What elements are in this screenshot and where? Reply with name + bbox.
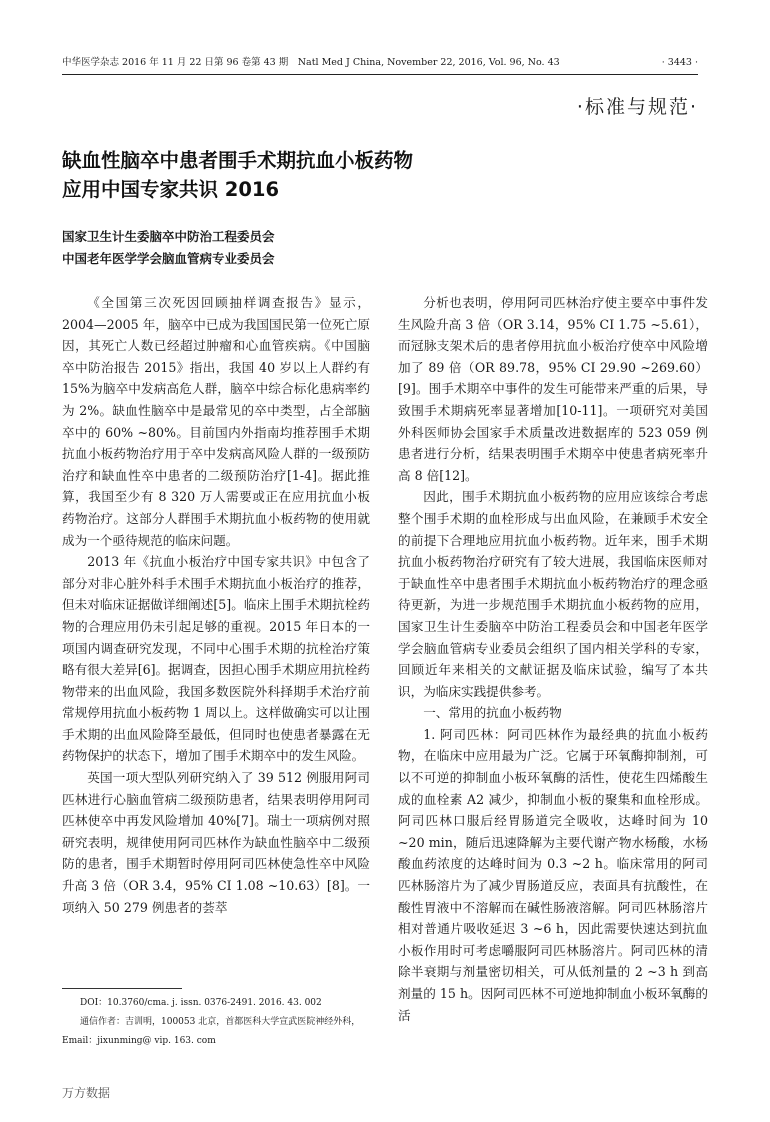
section-heading: 一、常用的抗血小板药物 <box>423 705 562 721</box>
running-header <box>62 55 698 71</box>
header-divider <box>62 74 698 75</box>
paragraph: 《全国第三次死因回顾抽样调查报告》显示，2004—2005 年，脑卒中已成为我国国民第一位死亡原因，其死亡人数已经超过肿瘤和心血管疾病。《中国脑卒中防治报告 2015》指出，我国 40 岁以上人群约有 15%为脑卒中发病高危人群，脑卒中综合标化患病率约为 2%。缺血性脑卒中是最常见的卒中类型，占全部脑卒中的 60% ~80%。目前国内外指南均推荐围手术期抗血小板药物治疗用于卒中发病高风险人群的一级预防治疗和缺血性卒中患者的二级预防治疗[1-4]。据此推算，我国至少有 8 320 万人需要或正在应用抗血小板药物治疗。这部分人群围手术期抗血小板药物的使用就成为一个亟待规范的临床问题。 <box>62 295 370 548</box>
journal-info: 中华医学杂志 2016 年 11 月 22 日第 96 卷第 43 期 Natl Med J China, November 22, 2016, Vol. 96, No. 43 <box>62 57 560 68</box>
paragraph: 因此，围手术期抗血小板药物的应用应该综合考虑整个围手术期的血栓形成与出血风险，在兼顾手术安全的前提下合理地应用抗血小板药物。近年来，围手术期抗血小板药物治疗研究有了较大进展，我国临床医师对于缺血性卒中患者围手术期抗血小板药物治疗的理念亟待更新，为进一步规范围手术期抗血小板药物的应用，国家卫生计生委脑卒中防治工程委员会和中国老年医学学会脑血管病专业委员会组织了国内相关学科的专家，回顾近年来相关的文献证据及临床试验，编写了本共识，为临床实践提供参考。 <box>398 489 708 699</box>
page-number: · 3443 · <box>661 57 698 68</box>
paragraph: 2013 年《抗血小板治疗中国专家共识》中包含了部分对非心脏外科手术围手术期抗血小板治疗的推荐，但未对临床证据做详细阐述[5]。临床上围手术期抗栓药物的合理应用仍未引起足够的重视。2015 年日本的一项国内调查研究发现，不同中心围手术期的抗栓治疗策略有很大差异[6]。据调查，因担心围手术期应用抗栓药物带来的出血风险，我国多数医院外科择期手术治疗前常规停用抗血小板药物 1 周以上。这样做确实可以让围手术期的出血风险降至最低，但同时也使患者暴露在无药物保护的状态下，增加了围手术期卒中的发生风险。 <box>62 554 370 764</box>
paragraph: 英国一项大型队列研究纳入了 39 512 例服用阿司匹林进行心脑血管病二级预防患者，结果表明停用阿司匹林使卒中再发风险增加 40%[7]。瑞士一项病例对照研究表明，规律使用阿司匹林作为缺血性脑卒中二级预防的患者，围手术期暂时停用阿司匹林使急性卒中风险升高 3 倍（OR 3.4，95% CI 1.08 ~10.63）[8]。一项纳入 50 279 例患者的荟萃 <box>62 770 370 915</box>
paragraph: 1. 阿司匹林：阿司匹林作为最经典的抗血小板药物，在临床中应用最为广泛。它属于环氧酶抑制剂，可以不可逆的抑制血小板环氧酶的活性，使花生四烯酸生成的血栓素 A2 减少，抑制血小板的聚集和血栓形成。阿司匹林口服后经胃肠道完全吸收，达峰时间为 10 ~20 min，随后迅速降解为主要代谢产物水杨酸，水杨酸血药浓度的达峰时间为 0.3 ~2 h。临床常用的阿司匹林肠溶片为了减少胃肠道反应，表面具有抗酸性，在酸性胃液中不溶解而在碱性肠液溶解。阿司匹林肠溶片相对普通片吸收延迟 3 ~6 h，因此需要快速达到抗血小板作用时可考虑嚼服阿司匹林肠溶片。阿司匹林的清除半衰期与剂量密切相关，可从低剂量的 2 ~3 h 到高剂量的 15 h。因阿司匹林不可逆地抑制血小板环氧酶的活 <box>398 726 708 1023</box>
watermark: 万方数据 <box>62 1086 111 1100</box>
author-affiliations <box>62 226 462 270</box>
title-line-1: 缺血性脑卒中患者围手术期抗血小板药物 <box>62 149 414 172</box>
article-title <box>62 146 562 204</box>
correspondence: 通信作者：吉训明，100053 北京，首都医科大学宣武医院神经外科，Email：jixunming@ vip. 163. com <box>62 1017 361 1046</box>
title-line-2: 应用中国专家共识 2016 <box>62 178 280 201</box>
left-column <box>62 292 370 918</box>
right-column <box>398 292 708 1026</box>
author-line-2: 中国老年医学学会脑血管病专业委员会 <box>62 251 275 266</box>
author-line-1: 国家卫生计生委脑卒中防治工程委员会 <box>62 229 275 244</box>
paragraph: 分析也表明，停用阿司匹林治疗使主要卒中事件发生风险升高 3 倍（OR 3.14，95% CI 1.75 ~5.61），而冠脉支架术后的患者停用抗血小板治疗使卒中风险增加了 89 倍（OR 89.78，95% CI 29.90 ~269.60）[9]。围手术期卒中事件的发生可能带来严重的后果，导致围手术期病死率显著增加[10-11]。一项研究对美国外科医师协会国家手术质量改进数据库的 523 059 例患者进行分析，结果表明围手术期卒中使患者病死率升高 8 倍[12]。 <box>398 295 708 483</box>
doi: DOI：10.3760/cma. j. issn. 0376-2491. 2016. 43. 002 <box>80 998 322 1008</box>
footnote-divider <box>62 988 182 989</box>
section-label: ·标准与规范· <box>576 96 698 118</box>
footnotes <box>62 994 362 1051</box>
